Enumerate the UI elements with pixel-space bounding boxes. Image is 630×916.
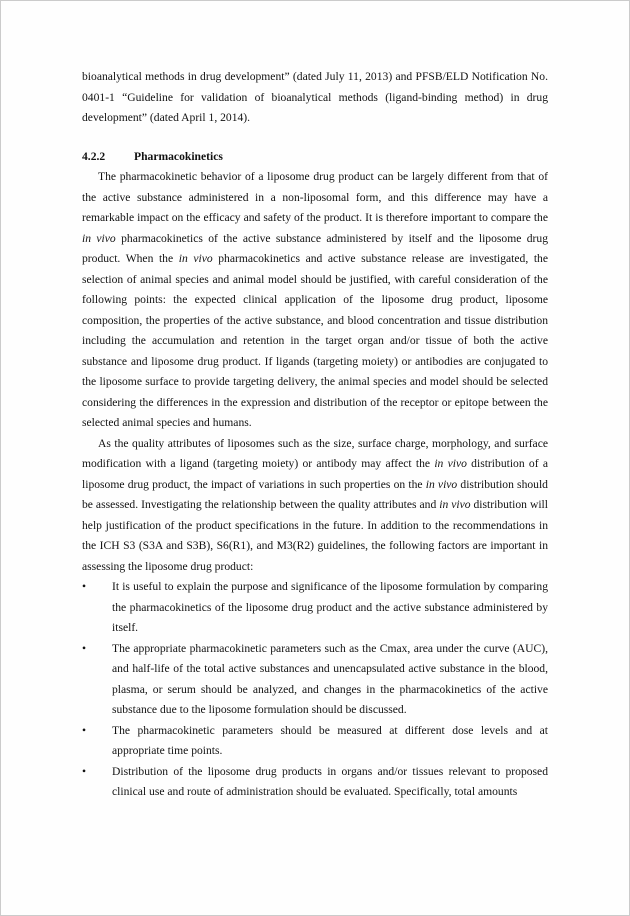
text-run: As the quality attributes of liposomes such as the size, surface charge, morphology, and surface modification with a ligand (targeting moiety) or antibody may affect the: [82, 436, 548, 470]
text-run: Distribution of the liposome drug products in organs and/or tissues relevant to proposed clinical use and route of administration should be evaluated. Specifically, total amounts: [112, 764, 548, 798]
italic-text-run: in vivo: [178, 252, 213, 265]
bullet-item: [82, 721, 548, 762]
bullet-text: [112, 577, 548, 639]
heading-title: Pharmacokinetics: [134, 149, 223, 163]
italic-text-run: in vivo: [82, 231, 116, 245]
text-run: The appropriate pharmacokinetic parameters such as the Cmax, area under the curve (AUC), and half-life of the total active substances and unencapsulated active substance in the blood, plasma, or serum should be analyzed, and changes in the pharmacokinetics of the active substance due to the liposome formulation should be discussed.: [112, 641, 548, 716]
paragraph: [82, 167, 548, 434]
text-run: pharmacokinetics of the active substance administered by itself and the liposome drug product. When the: [82, 231, 548, 265]
text-run: distribution will help justification of the product specifications in the future. In addition to the recommendations in the ICH S3 (S3A and S3B), S6(R1), and M3(R2) guidelines, the following factors are important in assessing the liposome drug product:: [82, 498, 548, 573]
italic-text-run: in vivo: [425, 477, 458, 491]
text-run: It is useful to explain the purpose and significance of the liposome formulation by comparing the pharmacokinetics of the liposome drug product and the active substance administered by itself.: [112, 580, 548, 634]
text-run: distribution of a liposome drug product, the impact of variations in such properties on the: [82, 457, 548, 491]
bullet-marker: •: [82, 764, 87, 778]
bullet-item: [82, 639, 548, 721]
text-run: distribution should be assessed. Investigating the relationship between the quality attributes and: [82, 477, 548, 511]
italic-text-run: in vivo: [434, 457, 467, 470]
bullet-item: [82, 577, 548, 639]
section-heading: [82, 147, 548, 168]
bullet-text: [112, 639, 548, 721]
italic-text-run: in vivo: [439, 498, 471, 511]
bullet-text: [112, 762, 548, 803]
bullet-marker: •: [82, 641, 87, 655]
paragraph: [82, 434, 548, 578]
document-body: [82, 67, 548, 803]
paragraph: [82, 67, 548, 129]
bullet-marker: •: [82, 580, 87, 593]
heading-number: 4.2.2: [82, 149, 106, 163]
text-run: bioanalytical methods in drug development” (dated July 11, 2013) and PFSB/ELD Notification No. 0401-1 “Guideline for validation of bioanalytical methods (ligand-binding method) in drug development” (dated April 1, 2014).: [82, 70, 548, 124]
text-run: pharmacokinetics and active substance release are investigated, the selection of animal species and animal model should be justified, with careful consideration of the following points: the expected clinical application of the liposome drug product, liposome composition, the properties of the active substance, and blood concentration and tissue distribution including the accumulation and retention in the target organ and/or tissue of both the active substance and liposome drug product. If ligands (targeting moiety) or antibodies are conjugated to the liposome surface to provide targeting delivery, the animal species and model should be selected considering the differences in the expression and distribution of the receptor or epitope between the selected animal species and humans.: [82, 252, 548, 429]
text-run: The pharmacokinetic behavior of a liposome drug product can be largely different from that of the active substance administered in a non-liposomal form, and this difference may have a remarkable impact on the efficacy and safety of the product. It is therefore important to compare the: [82, 170, 548, 224]
bullet-text: [112, 721, 548, 762]
bullet-marker: •: [82, 723, 87, 737]
bullet-item: [82, 762, 548, 803]
text-run: The pharmacokinetic parameters should be measured at different dose levels and at appropriate time points.: [112, 723, 548, 757]
